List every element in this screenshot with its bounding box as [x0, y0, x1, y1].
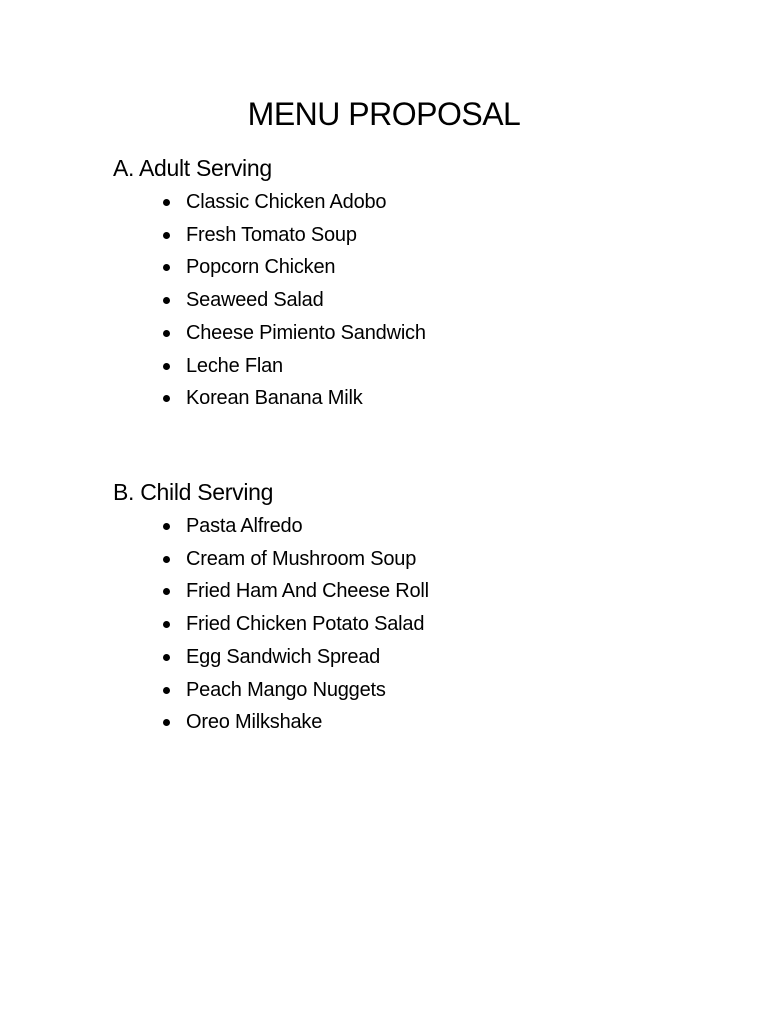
bullet-icon — [163, 523, 170, 530]
bullet-icon — [163, 264, 170, 271]
menu-item-label: Popcorn Chicken — [186, 256, 336, 279]
menu-item-label: Korean Banana Milk — [186, 387, 363, 410]
section-heading: A. Adult Serving — [113, 155, 272, 181]
section-heading: B. Child Serving — [113, 479, 274, 505]
menu-item-label: Leche Flan — [186, 354, 283, 377]
bullet-icon — [163, 654, 170, 661]
list-item — [113, 674, 673, 707]
bullet-icon — [163, 621, 170, 628]
list-item — [113, 608, 673, 641]
list-item — [113, 641, 673, 674]
menu-list-child — [113, 510, 673, 739]
list-item — [113, 219, 673, 252]
bullet-icon — [163, 588, 170, 595]
bullet-icon — [163, 297, 170, 304]
list-item — [113, 382, 673, 415]
list-item — [113, 251, 673, 284]
bullet-icon — [163, 395, 170, 402]
list-item — [113, 284, 673, 317]
menu-item-label: Oreo Milkshake — [186, 711, 323, 734]
page-title: MENU PROPOSAL — [247, 96, 521, 132]
menu-item-label: Egg Sandwich Spread — [186, 645, 381, 668]
list-item — [113, 317, 673, 350]
list-item — [113, 510, 673, 543]
menu-item-label: Seaweed Salad — [186, 289, 324, 312]
bullet-icon — [163, 687, 170, 694]
list-item — [113, 575, 673, 608]
list-item — [113, 706, 673, 739]
bullet-icon — [163, 363, 170, 370]
menu-list-adult — [113, 186, 673, 415]
menu-item-label: Fried Chicken Potato Salad — [186, 613, 425, 636]
menu-item-label: Pasta Alfredo — [186, 515, 303, 537]
bullet-icon — [163, 719, 170, 726]
bullet-icon — [163, 556, 170, 563]
menu-item-label: Fried Ham And Cheese Roll — [186, 580, 429, 603]
menu-item-label: Classic Chicken Adobo — [186, 191, 387, 213]
menu-item-label: Cream of Mushroom Soup — [186, 547, 417, 570]
menu-item-label: Cheese Pimiento Sandwich — [186, 321, 426, 344]
section-adult-serving — [113, 152, 673, 415]
bullet-icon — [163, 232, 170, 239]
list-item — [113, 186, 673, 219]
list-item — [113, 543, 673, 576]
bullet-icon — [163, 330, 170, 337]
bullet-icon — [163, 199, 170, 206]
section-child-serving — [113, 476, 673, 739]
list-item — [113, 350, 673, 383]
menu-item-label: Fresh Tomato Soup — [186, 223, 357, 246]
menu-item-label: Peach Mango Nuggets — [186, 678, 386, 701]
